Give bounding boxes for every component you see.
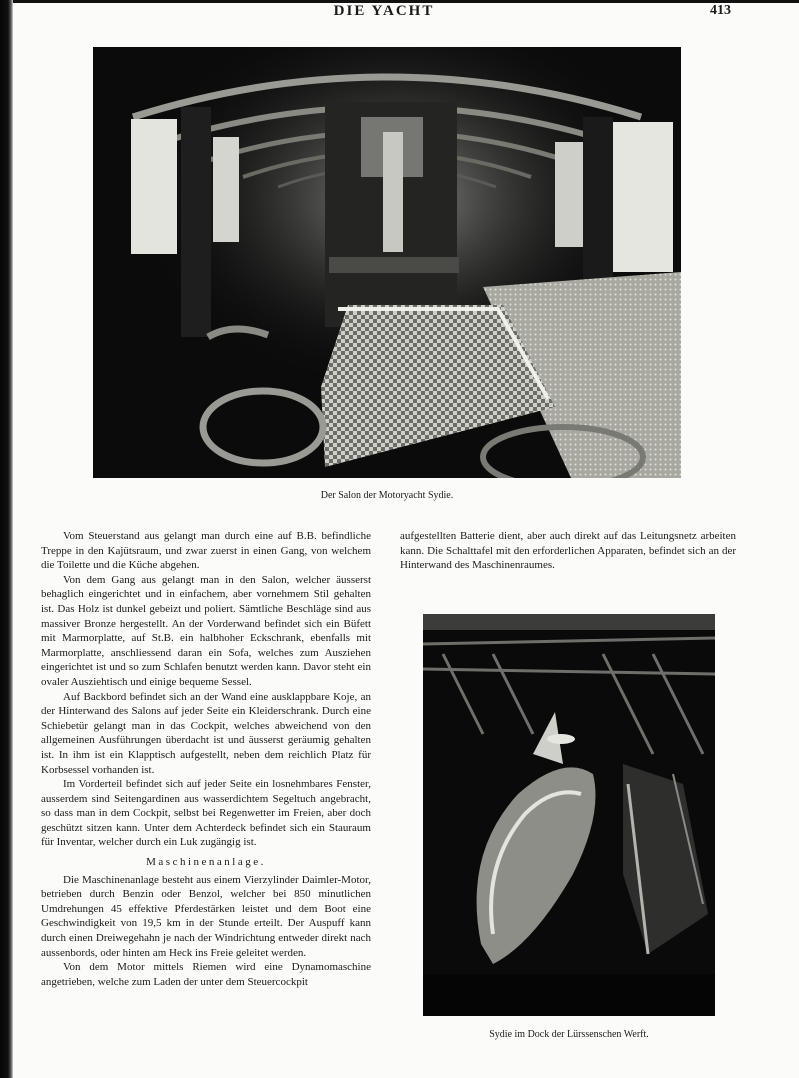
article-right-column — [400, 529, 736, 573]
dock-photograph — [423, 614, 715, 1016]
article-paragraph: Vom Steuerstand aus gelangt man durch eine auf B.B. befindliche Treppe in den Kajütsraum, und zwar zuerst in einen Gang, von welchem die Toilette und die Küche abgehen. — [41, 530, 371, 572]
salon-photograph — [93, 47, 681, 478]
article-paragraph: Im Vorderteil befindet sich auf jeder Seite ein losnehmbares Fenster, ausserdem sind Seitengardinen aus wasserdichtem Segeltuch angebracht, so dass man in dem Cockpit, selbst bei Regenwetter im Freien, aber doch geschützt sitzen kann. Unter dem Achterdeck befindet sich ein Stauraum für Inventar, welcher durch ein Luk zugängig ist. — [41, 778, 371, 849]
figure-caption-dock: Sydie im Dock der Lürssenschen Werft. — [489, 1029, 649, 1040]
article-paragraph: Die Maschinenanlage besteht aus einem Vierzylinder Daimler-Motor, betrieben durch Benzin oder Benzol, welcher bei 850 minutlichen Umdrehungen 45 effektive Pferdestärken leistet und dem Boot eine Geschwindigkeit von 19,5 km in der Stunde erteilt. Der Auspuff kann durch einen Dreiwegehahn je nach der Windrichtung entweder direkt nach aussenbords, oder hinten am Heck ins Freie geleitet werden. — [41, 873, 371, 959]
article-paragraph: aufgestellten Batterie dient, aber auch direkt auf das Leitungsnetz arbeiten kann. Die Schalttafel mit den erforderlichen Apparaten, befindet sich an der Hinterwand des Maschinenraumes. — [400, 530, 736, 572]
article-paragraph: Von dem Gang aus gelangt man in den Salon, welcher äusserst behaglich eingerichtet und in einfachem, aber vornehmem Stil gehalten ist. Das Holz ist dunkel gebeizt und poliert. Sämtliche Beschläge sind aus massiver Bronze hergestellt. An der Vorderwand befindet sich ein Büfett mit Marmorplatte, auf St.B. ein halbhoher Eckschrank, ebenfalls mit Marmorplatte, anschliessend daran ein Sofa, welches zum Ausziehen eingerichtet ist und so zum Schlafen benutzt werden kann. Davor steht ein ovaler Ausziehtisch und einige bequeme Sessel. — [41, 573, 371, 688]
article-paragraph: Auf Backbord befindet sich an der Wand eine ausklappbare Koje, an der Hinterwand des Salons auf jeder Seite ein Kleiderschrank. Durch eine Schiebetür gelangt man in das Cockpit, welches abweichend von den allgemeinen Ausführungen überdacht ist und äusserst geräumig gehalten ist. In ihm ist ein Klapptisch aufgestellt, neben dem reichlich Platz für Korbsessel vorhanden ist. — [41, 690, 371, 776]
article-paragraph: Von dem Motor mittels Riemen wird eine Dynamomaschine angetrieben, welche zum Laden der unter dem Steuercockpit — [41, 961, 371, 988]
figure-caption-salon: Der Salon der Motoryacht Sydie. — [320, 490, 454, 501]
article-left-column — [41, 529, 371, 989]
book-spine-shadow — [0, 0, 13, 1078]
page-number: 413 — [710, 3, 731, 18]
section-heading: Maschinenanlage. — [146, 856, 266, 869]
running-header-title: DIE YACHT — [333, 3, 435, 19]
